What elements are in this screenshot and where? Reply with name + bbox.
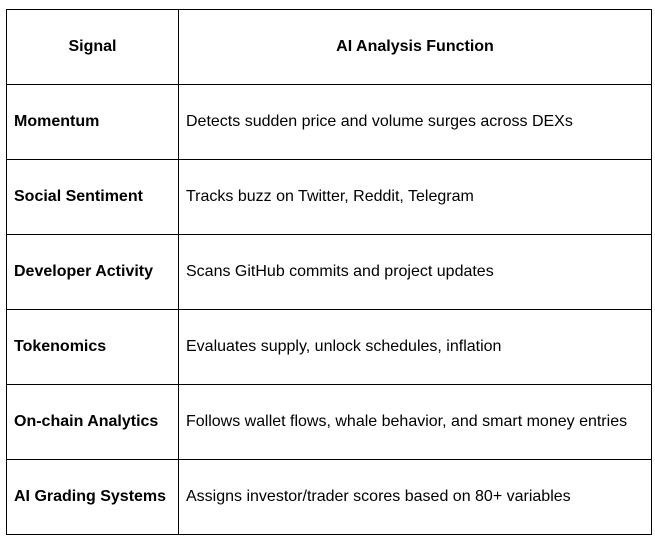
signal-cell: Tokenomics bbox=[7, 310, 179, 385]
table-row bbox=[7, 460, 652, 535]
function-cell: Detects sudden price and volume surges across DEXs bbox=[179, 85, 652, 160]
function-cell: Follows wallet flows, whale behavior, and smart money entries bbox=[179, 385, 652, 460]
table-row bbox=[7, 310, 652, 385]
header-signal: Signal bbox=[7, 10, 179, 85]
signal-cell: On-chain Analytics bbox=[7, 385, 179, 460]
table-header-row bbox=[7, 10, 652, 85]
signal-cell: Momentum bbox=[7, 85, 179, 160]
table-row bbox=[7, 235, 652, 310]
table-row bbox=[7, 85, 652, 160]
table-row bbox=[7, 385, 652, 460]
header-ai-analysis-function: AI Analysis Function bbox=[179, 10, 652, 85]
function-cell: Scans GitHub commits and project updates bbox=[179, 235, 652, 310]
table-row bbox=[7, 160, 652, 235]
signal-cell: Social Sentiment bbox=[7, 160, 179, 235]
function-cell: Assigns investor/trader scores based on 80+ variables bbox=[179, 460, 652, 535]
function-cell: Evaluates supply, unlock schedules, inflation bbox=[179, 310, 652, 385]
signal-cell: Developer Activity bbox=[7, 235, 179, 310]
signal-cell: AI Grading Systems bbox=[7, 460, 179, 535]
signals-table bbox=[6, 9, 652, 535]
function-cell: Tracks buzz on Twitter, Reddit, Telegram bbox=[179, 160, 652, 235]
